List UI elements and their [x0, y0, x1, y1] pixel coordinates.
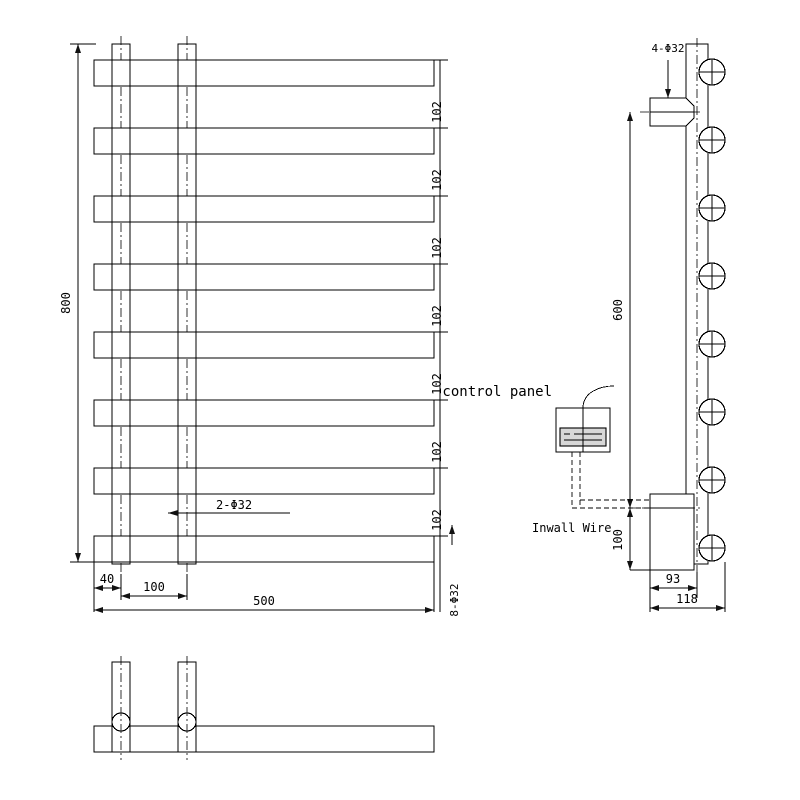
dim-overall-height: 800 [59, 292, 73, 314]
dim-pitch-4: 102 [430, 305, 444, 327]
dim-pitch-1: 102 [430, 101, 444, 123]
dim-depth-93: 93 [665, 572, 681, 586]
dim-pitch-5: 102 [430, 373, 444, 395]
dim-bracket-offset: 40 [99, 572, 115, 586]
side-view [442, 38, 725, 612]
label-hole-side: 4-Φ32 [651, 42, 685, 55]
rung-5 [94, 332, 434, 358]
label-control-panel: control panel [442, 384, 552, 400]
rung-3 [94, 196, 434, 222]
label-inwall-wire: Inwall Wire [532, 521, 612, 535]
rung-8 [94, 536, 434, 562]
rung-2 [94, 128, 434, 154]
front-view [59, 36, 461, 617]
rung-7 [94, 468, 434, 494]
dim-lower-fitting-height: 100 [611, 529, 625, 551]
rung-1 [94, 60, 434, 86]
dim-pitch-7: 102 [430, 509, 444, 531]
dim-depth-118: 118 [676, 592, 698, 606]
dim-bracket-spacing: 100 [143, 580, 165, 594]
control-panel-leader [583, 386, 614, 408]
plan-view [94, 656, 434, 760]
rung-6 [94, 400, 434, 426]
dim-pitch-6: 102 [430, 441, 444, 463]
label-hole-front: 2-Φ32 [216, 498, 253, 512]
side-lower-fitting [650, 494, 694, 570]
label-hole-bottom-right: 8-Φ32 [448, 583, 461, 617]
rung-4 [94, 264, 434, 290]
dim-pitch-3: 102 [430, 237, 444, 259]
dim-height-600: 600 [611, 299, 625, 321]
plan-rail [94, 726, 434, 752]
dim-overall-width: 500 [253, 594, 275, 608]
dim-pitch-2: 102 [430, 169, 444, 191]
